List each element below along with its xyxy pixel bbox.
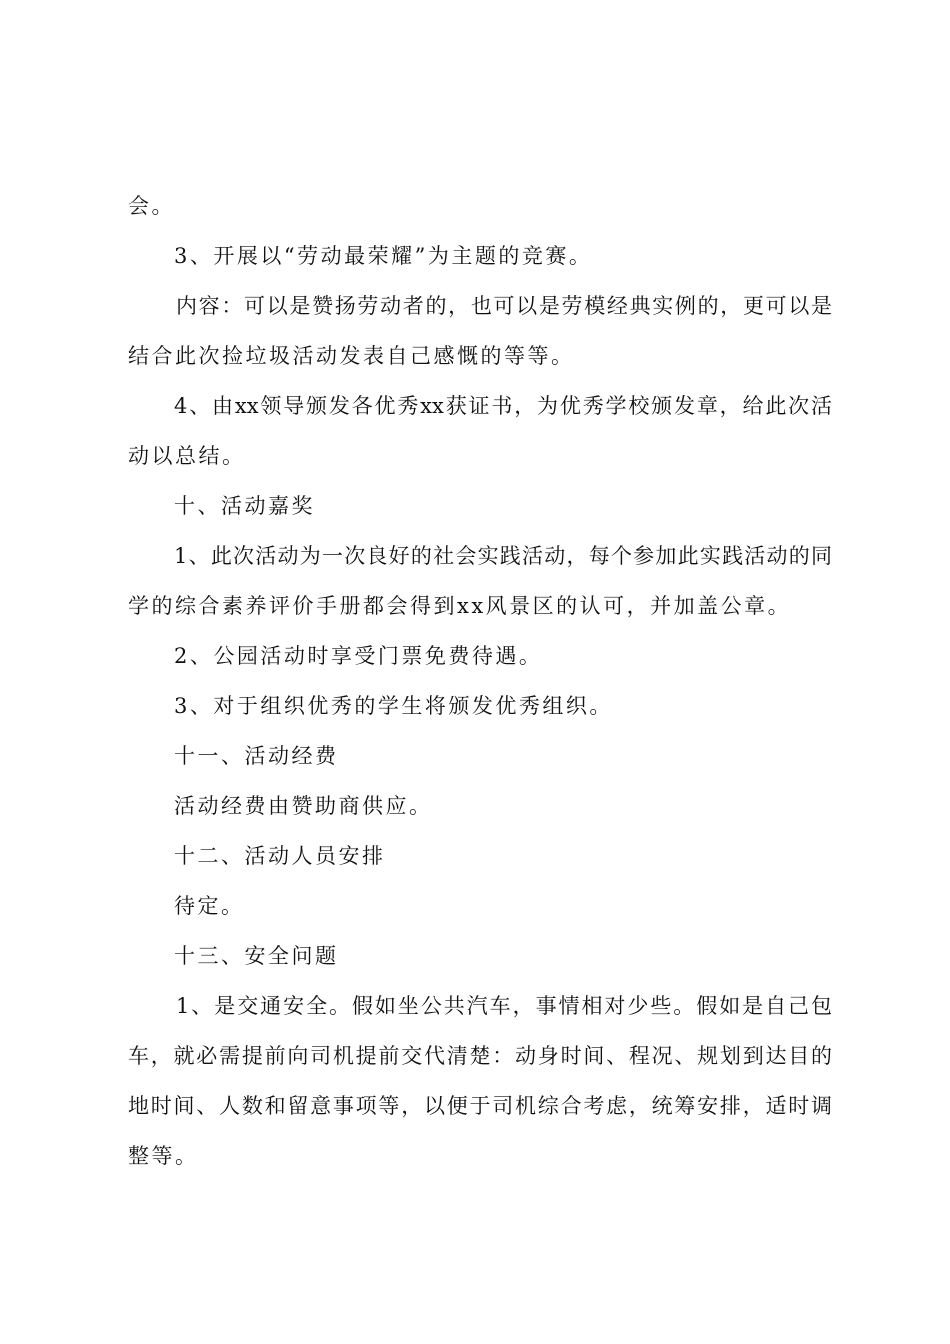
paragraph-line: 内容：可以是赞扬劳动者的，也可以是劳模经典实例的，更可以是 xyxy=(176,294,832,318)
list-item-heading: 3、开展以“劳动最荣耀”为主题的竞赛。 xyxy=(174,244,593,268)
list-item: 1、此次活动为一次良好的社会实践活动，每个参加此实践活动的同 xyxy=(174,544,832,568)
paragraph-line: 车，就必需提前向司机提前交代清楚：动身时间、程况、规划到达目的 xyxy=(128,1044,832,1068)
list-item: 4、由xx领导颁发各优秀xx获证书，为优秀学校颁发章，给此次活 xyxy=(174,394,832,418)
list-item: 3、对于组织优秀的学生将颁发优秀组织。 xyxy=(174,694,613,718)
paragraph-line: 活动经费由赞助商供应。 xyxy=(174,794,433,818)
paragraph-line: 整等。 xyxy=(128,1144,199,1168)
paragraph-line: 结合此次捡垃圾活动发表自己感慨的等等。 xyxy=(128,344,575,368)
section-heading: 十一、活动经费 xyxy=(174,744,339,768)
paragraph-line: 学的综合素养评价手册都会得到xx风景区的认可，并加盖公章。 xyxy=(128,594,792,618)
paragraph-line: 待定。 xyxy=(174,894,245,918)
list-item: 2、公园活动时享受门票免费待遇。 xyxy=(174,644,543,668)
paragraph-line: 地时间、人数和留意事项等，以便于司机综合考虑，统筹安排，适时调 xyxy=(128,1094,832,1118)
section-heading: 十、活动嘉奖 xyxy=(174,494,315,518)
text-line: 会。 xyxy=(128,194,175,218)
list-item: 1、是交通安全。假如坐公共汽车，事情相对少些。假如是自己包 xyxy=(176,994,832,1018)
section-heading: 十二、活动人员安排 xyxy=(174,844,386,868)
paragraph-line: 动以总结。 xyxy=(128,444,246,468)
section-heading: 十三、安全问题 xyxy=(174,944,339,968)
